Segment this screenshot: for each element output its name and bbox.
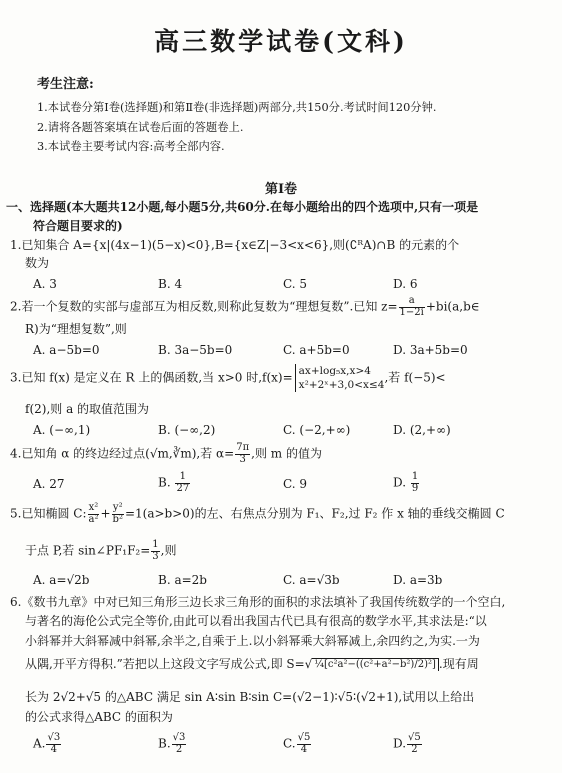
q6-option-b-fraction: [172, 733, 187, 755]
q1-option-a: A. 3: [33, 277, 57, 291]
q4-option-d-fraction: [411, 472, 419, 494]
q4-option-d-num: 1: [411, 471, 419, 482]
q4-option-b-num: 1: [175, 472, 190, 484]
q5-text-a: 5.已知椭圆 C:: [10, 506, 87, 521]
q6-line-5: 长为 2√2+√5 的△ABC 满足 sin A∶sin B∶sin C=(√2−1)∶√5∶(√2+1),试用以上给出: [25, 690, 475, 704]
q1-line-1: 1.已知集合 A={x|(4x−1)(5−x)<0},B={x∈Z|−3<x<6},则(∁ᴿA)∩B 的元素的个: [10, 238, 460, 252]
q6-option-d-label: D.: [393, 736, 407, 751]
q6-option-a-label: A.: [33, 736, 46, 751]
q6-option-b-num: √3: [172, 732, 186, 743]
q4-text-a: 4.已知角 α 的终边经过点(√m,∛m),若 α=: [10, 446, 235, 461]
part-heading-line-2: 符合题目要求的): [33, 219, 123, 233]
q6-option-c-num: √5: [297, 732, 311, 743]
q6-option-c-den: 4: [300, 743, 308, 755]
q5-fraction-sin: [151, 540, 159, 562]
q4-fraction: [235, 443, 250, 465]
q5-line-1: [10, 503, 505, 525]
q5-option-d: D. a=3b: [393, 573, 443, 587]
q5-text-d: ,则: [160, 543, 177, 558]
q4-option-b-fraction: [175, 472, 190, 494]
q2-option-b: B. 3a−5b=0: [158, 343, 233, 357]
page-title: 高三数学试卷(文科): [154, 27, 408, 56]
q1-option-b: B. 4: [158, 277, 183, 291]
q6-option-a-num: √3: [47, 732, 61, 743]
q5-option-b: B. a=2b: [158, 573, 207, 587]
q4-option-d-label: D.: [393, 475, 407, 490]
q1-line-2: 数为: [25, 256, 50, 270]
q6-option-d-num: √5: [408, 732, 421, 743]
q3-text-b: ,若 f(−5)<: [384, 370, 446, 385]
q5-frac-sin-num: 1: [152, 539, 159, 550]
q5-text-c: 于点 P,若 sin∠PF₁F₂=: [25, 543, 151, 558]
q6-option-d-fraction: [407, 733, 422, 755]
q5-fraction-y: [112, 503, 124, 525]
q5-text-b: =1(a>b>0)的左、右焦点分别为 F₁、F₂,过 F₂ 作 x 轴的垂线交椭圆 C: [124, 506, 505, 521]
notice-line-2: 2.请将各题答案填在试卷后面的答题卷上.: [37, 121, 244, 134]
q4-option-c: C. 9: [283, 477, 308, 491]
q4-option-a: A. 27: [33, 477, 65, 491]
q2-line-1: [10, 296, 480, 318]
q6-option-c-label: C.: [283, 736, 296, 751]
q2-option-d: D. 3a+5b=0: [393, 343, 468, 357]
q2-text-b: +bi(a,b∈: [425, 299, 480, 314]
q3-option-a: A. (−∞,1): [33, 423, 91, 437]
q6-option-d-den: 2: [411, 743, 418, 755]
q6-option-a-fraction: [46, 733, 61, 755]
q4-option-b: [158, 472, 191, 494]
q1-option-d: D. 6: [393, 277, 418, 291]
q6-line-3: 小斜幂并大斜幂减中斜幂,余半之,自乘于上.以小斜幂乘大斜幂减上,余四约之,为实.一为: [25, 634, 480, 648]
q6-option-b-den: 2: [175, 743, 183, 755]
q2-option-a: A. a−5b=0: [33, 343, 100, 357]
q6-option-d: [393, 733, 423, 755]
q4-line-1: [10, 443, 322, 465]
q3-text-a: 3.已知 f(x) 是定义在 R 上的偶函数,当 x>0 时,f(x)=: [10, 370, 293, 385]
q6-line-2: 与著名的海伦公式完全等价,由此可以看出我国古代已具有很高的数学水平,其求法是:“以: [25, 614, 487, 628]
q3-line-1: [10, 364, 446, 392]
q4-frac-num: 7π: [236, 442, 250, 453]
notice-line-1: 1.本试卷分第Ⅰ卷(选择题)和第Ⅱ卷(非选择题)两部分,共150分.考试时间120分钟.: [37, 101, 437, 114]
q4-option-d-den: 9: [411, 482, 419, 494]
q4-frac-den: 3: [239, 453, 246, 465]
q4-text-b: ,则 m 的值为: [251, 446, 322, 461]
q6-option-a: [33, 733, 62, 755]
q5-plus: +: [100, 506, 111, 521]
q5-line-2: [25, 540, 176, 562]
section-title: 第Ⅰ卷: [264, 182, 298, 197]
q3-option-d: D. (2,+∞): [393, 423, 451, 437]
q6-option-b-label: B.: [158, 736, 171, 751]
q4-option-d: [393, 472, 420, 494]
q6-line-1: 6.《数书九章》中对已知三角形三边长求三角形的面积的求法填补了我国传统数学的一个空白,: [10, 595, 506, 609]
q2-fraction: [399, 296, 425, 318]
q2-line-2: R)为“理想复数”,则: [25, 322, 127, 336]
q3-option-b: B. (−∞,2): [158, 423, 216, 437]
q6-option-a-den: 4: [50, 743, 58, 755]
q3-option-c: C. (−2,+∞): [283, 423, 351, 437]
q6-text-b: .现有周: [438, 657, 479, 671]
q5-frac-y-num: y²: [112, 502, 123, 513]
q2-frac-den: 1−2i: [399, 306, 424, 318]
q2-text-a: 2.若一个复数的实部与虚部互为相反数,则称此复数为“理想复数”.已知 z=: [10, 299, 398, 314]
q1-option-c: C. 5: [283, 277, 308, 291]
q5-option-a: A. a=√2b: [33, 573, 90, 587]
q6-text-a: 从隅,开平方得积.”若把以上这段文字写成公式,即 S=: [25, 657, 305, 671]
q6-option-b: [158, 733, 187, 755]
q6-line-4: [25, 657, 479, 672]
q4-option-b-label: B.: [158, 475, 171, 490]
q6-option-c-fraction: [297, 733, 312, 755]
q3-line-2: f(2),则 a 的取值范围为: [25, 402, 150, 416]
q5-frac-x-den: a²: [88, 513, 99, 525]
q6-formula: ¼[c²a²−((c²+a²−b²)/2)²]: [312, 658, 439, 672]
q3-case-1: ax+log₅x,x>4: [298, 365, 371, 377]
q6-line-6: 的公式求得△ABC 的面积为: [25, 710, 173, 724]
q2-option-c: C. a+5b=0: [283, 343, 350, 357]
q6-sqrt-sign: √: [304, 657, 313, 671]
q3-piecewise: [295, 364, 385, 392]
notice-line-3: 3.本试卷主要考试内容:高考全部内容.: [37, 140, 225, 153]
notice-heading: 考生注意:: [37, 77, 94, 92]
q5-option-c: C. a=√3b: [283, 573, 340, 587]
q4-option-b-den: 27: [176, 482, 190, 494]
q3-case-2: x²+2ˣ+3,0<x≤4: [298, 379, 385, 392]
q6-option-c: [283, 733, 312, 755]
q5-fraction-x: [88, 503, 100, 525]
q5-frac-sin-den: 3: [152, 550, 159, 562]
q5-frac-x-num: x²: [88, 502, 99, 513]
part-heading-line-1: 一、选择题(本大题共12小题,每小题5分,共60分.在每小题给出的四个选项中,只有一项是: [6, 200, 479, 214]
q2-frac-num: a: [399, 296, 425, 308]
q5-frac-y-den: b²: [112, 513, 123, 525]
